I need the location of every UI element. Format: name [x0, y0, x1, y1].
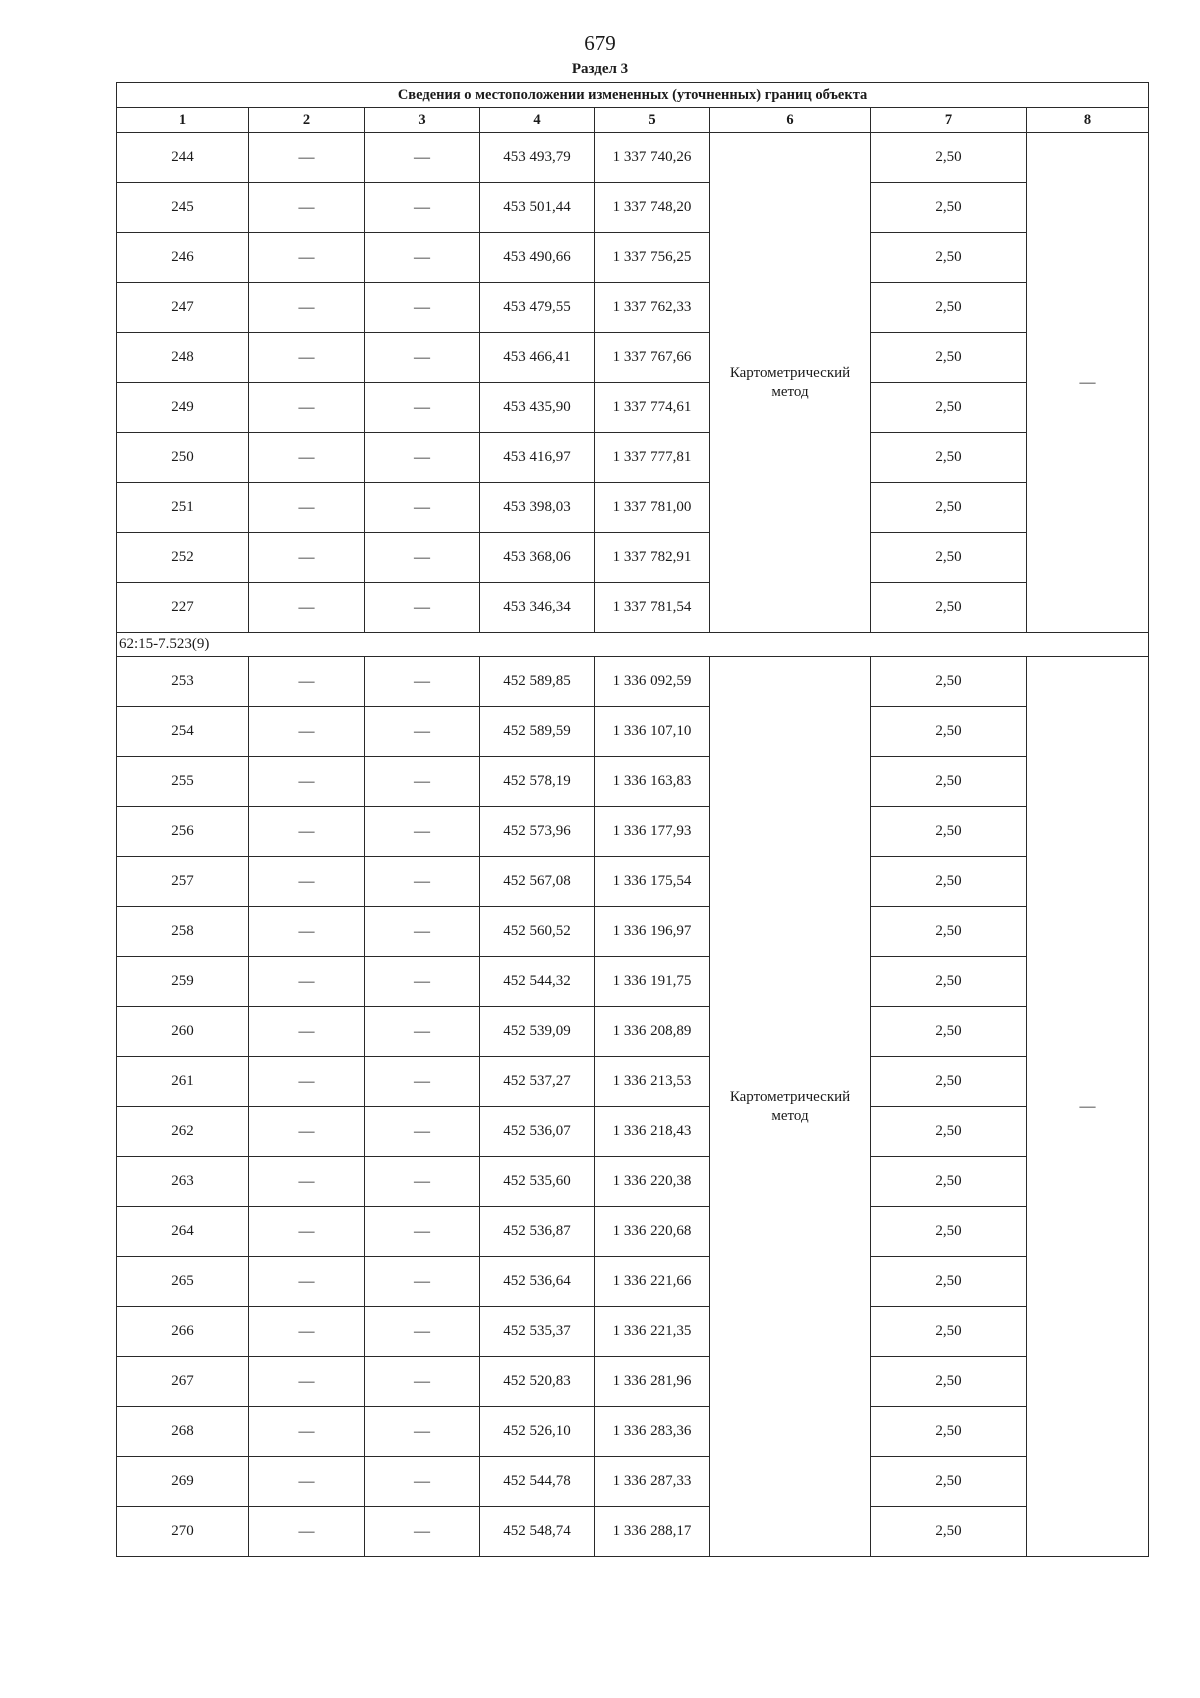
point-number-cell: 250 — [117, 433, 249, 483]
column-3-cell: — — [365, 233, 480, 283]
y-coordinate-cell: 1 337 777,81 — [595, 433, 710, 483]
column-2-cell: — — [249, 433, 365, 483]
y-coordinate-cell: 1 336 163,83 — [595, 757, 710, 807]
x-coordinate-cell: 453 490,66 — [480, 233, 595, 283]
method-cell: Картометрический метод — [710, 657, 871, 1557]
point-number-cell: 263 — [117, 1157, 249, 1207]
accuracy-cell: 2,50 — [871, 657, 1027, 707]
accuracy-cell: 2,50 — [871, 583, 1027, 633]
column-3-cell: — — [365, 857, 480, 907]
column-2-cell: — — [249, 857, 365, 907]
point-number-cell: 270 — [117, 1507, 249, 1557]
accuracy-cell: 2,50 — [871, 333, 1027, 383]
y-coordinate-cell: 1 336 218,43 — [595, 1107, 710, 1157]
accuracy-cell: 2,50 — [871, 1357, 1027, 1407]
y-coordinate-cell: 1 337 748,20 — [595, 183, 710, 233]
column-number-8: 8 — [1027, 108, 1149, 133]
y-coordinate-cell: 1 337 782,91 — [595, 533, 710, 583]
column-2-cell: — — [249, 183, 365, 233]
accuracy-cell: 2,50 — [871, 1107, 1027, 1157]
accuracy-cell: 2,50 — [871, 483, 1027, 533]
column-3-cell: — — [365, 1207, 480, 1257]
point-number-cell: 251 — [117, 483, 249, 533]
table-row — [117, 1107, 1149, 1157]
column-3-cell: — — [365, 807, 480, 857]
column-3-cell: — — [365, 1007, 480, 1057]
x-coordinate-cell: 453 501,44 — [480, 183, 595, 233]
point-number-cell: 268 — [117, 1407, 249, 1457]
accuracy-cell: 2,50 — [871, 857, 1027, 907]
column-3-cell: — — [365, 433, 480, 483]
column-2-cell: — — [249, 333, 365, 383]
y-coordinate-cell: 1 336 175,54 — [595, 857, 710, 907]
column-2-cell: — — [249, 907, 365, 957]
table-row — [117, 283, 1149, 333]
table-row — [117, 1207, 1149, 1257]
column-2-cell: — — [249, 1457, 365, 1507]
x-coordinate-cell: 453 466,41 — [480, 333, 595, 383]
column-2-cell: — — [249, 1357, 365, 1407]
accuracy-cell: 2,50 — [871, 283, 1027, 333]
column-number-2: 2 — [249, 108, 365, 133]
point-number-cell: 248 — [117, 333, 249, 383]
table-row — [117, 657, 1149, 707]
point-number-cell: 253 — [117, 657, 249, 707]
x-coordinate-cell: 453 368,06 — [480, 533, 595, 583]
table-row — [117, 1407, 1149, 1457]
column-2-cell: — — [249, 807, 365, 857]
table-row — [117, 133, 1149, 183]
x-coordinate-cell: 453 416,97 — [480, 433, 595, 483]
accuracy-cell: 2,50 — [871, 1307, 1027, 1357]
x-coordinate-cell: 453 346,34 — [480, 583, 595, 633]
point-number-cell: 266 — [117, 1307, 249, 1357]
column-number-3: 3 — [365, 108, 480, 133]
table-row — [117, 433, 1149, 483]
table-row — [117, 1007, 1149, 1057]
y-coordinate-cell: 1 336 220,38 — [595, 1157, 710, 1207]
x-coordinate-cell: 453 479,55 — [480, 283, 595, 333]
group-label-row — [117, 633, 1149, 657]
table-row — [117, 1357, 1149, 1407]
accuracy-cell: 2,50 — [871, 383, 1027, 433]
column-number-5: 5 — [595, 108, 710, 133]
accuracy-cell: 2,50 — [871, 1007, 1027, 1057]
column-3-cell: — — [365, 1307, 480, 1357]
column-3-cell: — — [365, 1257, 480, 1307]
x-coordinate-cell: 452 520,83 — [480, 1357, 595, 1407]
point-number-cell: 264 — [117, 1207, 249, 1257]
column-2-cell: — — [249, 957, 365, 1007]
point-number-cell: 265 — [117, 1257, 249, 1307]
x-coordinate-cell: 452 544,78 — [480, 1457, 595, 1507]
column-8-cell: — — [1027, 133, 1149, 633]
x-coordinate-cell: 452 589,85 — [480, 657, 595, 707]
point-number-cell: 257 — [117, 857, 249, 907]
y-coordinate-cell: 1 337 756,25 — [595, 233, 710, 283]
column-2-cell: — — [249, 1207, 365, 1257]
y-coordinate-cell: 1 336 220,68 — [595, 1207, 710, 1257]
column-3-cell: — — [365, 1157, 480, 1207]
accuracy-cell: 2,50 — [871, 183, 1027, 233]
x-coordinate-cell: 452 535,37 — [480, 1307, 595, 1357]
point-number-cell: 256 — [117, 807, 249, 857]
y-coordinate-cell: 1 337 781,00 — [595, 483, 710, 533]
y-coordinate-cell: 1 336 221,66 — [595, 1257, 710, 1307]
table-row — [117, 707, 1149, 757]
x-coordinate-cell: 452 548,74 — [480, 1507, 595, 1557]
y-coordinate-cell: 1 336 283,36 — [595, 1407, 710, 1457]
point-number-cell: 258 — [117, 907, 249, 957]
column-3-cell: — — [365, 1457, 480, 1507]
column-2-cell: — — [249, 707, 365, 757]
point-number-cell: 252 — [117, 533, 249, 583]
y-coordinate-cell: 1 337 774,61 — [595, 383, 710, 433]
point-number-cell: 245 — [117, 183, 249, 233]
column-2-cell: — — [249, 1407, 365, 1457]
column-number-7: 7 — [871, 108, 1027, 133]
column-2-cell: — — [249, 1007, 365, 1057]
column-number-4: 4 — [480, 108, 595, 133]
point-number-cell: 227 — [117, 583, 249, 633]
method-cell: Картометрический метод — [710, 133, 871, 633]
y-coordinate-cell: 1 336 196,97 — [595, 907, 710, 957]
point-number-cell: 261 — [117, 1057, 249, 1107]
column-2-cell: — — [249, 1507, 365, 1557]
y-coordinate-cell: 1 337 740,26 — [595, 133, 710, 183]
table-row — [117, 383, 1149, 433]
point-number-cell: 260 — [117, 1007, 249, 1057]
column-2-cell: — — [249, 283, 365, 333]
accuracy-cell: 2,50 — [871, 1457, 1027, 1507]
x-coordinate-cell: 452 578,19 — [480, 757, 595, 807]
y-coordinate-cell: 1 336 287,33 — [595, 1457, 710, 1507]
column-3-cell: — — [365, 657, 480, 707]
table-row — [117, 1307, 1149, 1357]
column-2-cell: — — [249, 1307, 365, 1357]
coordinates-table — [116, 82, 1149, 1557]
y-coordinate-cell: 1 336 281,96 — [595, 1357, 710, 1407]
column-3-cell: — — [365, 583, 480, 633]
table-row — [117, 1257, 1149, 1307]
accuracy-cell: 2,50 — [871, 1407, 1027, 1457]
point-number-cell: 254 — [117, 707, 249, 757]
x-coordinate-cell: 452 539,09 — [480, 1007, 595, 1057]
column-2-cell: — — [249, 233, 365, 283]
column-2-cell: — — [249, 383, 365, 433]
point-number-cell: 247 — [117, 283, 249, 333]
point-number-cell: 267 — [117, 1357, 249, 1407]
table-row — [117, 957, 1149, 1007]
column-3-cell: — — [365, 1057, 480, 1107]
column-3-cell: — — [365, 957, 480, 1007]
column-8-cell: — — [1027, 657, 1149, 1557]
column-3-cell: — — [365, 757, 480, 807]
y-coordinate-cell: 1 336 191,75 — [595, 957, 710, 1007]
table-row — [117, 1057, 1149, 1107]
x-coordinate-cell: 452 536,64 — [480, 1257, 595, 1307]
column-number-1: 1 — [117, 108, 249, 133]
x-coordinate-cell: 452 537,27 — [480, 1057, 595, 1107]
table-row — [117, 1457, 1149, 1507]
column-3-cell: — — [365, 907, 480, 957]
table-body — [117, 133, 1149, 1557]
point-number-cell: 249 — [117, 383, 249, 433]
column-3-cell: — — [365, 707, 480, 757]
x-coordinate-cell: 452 536,07 — [480, 1107, 595, 1157]
accuracy-cell: 2,50 — [871, 1157, 1027, 1207]
column-3-cell: — — [365, 183, 480, 233]
y-coordinate-cell: 1 336 288,17 — [595, 1507, 710, 1557]
x-coordinate-cell: 453 435,90 — [480, 383, 595, 433]
table-row — [117, 583, 1149, 633]
y-coordinate-cell: 1 336 208,89 — [595, 1007, 710, 1057]
column-3-cell: — — [365, 1507, 480, 1557]
y-coordinate-cell: 1 336 221,35 — [595, 1307, 710, 1357]
column-2-cell: — — [249, 1257, 365, 1307]
x-coordinate-cell: 452 535,60 — [480, 1157, 595, 1207]
accuracy-cell: 2,50 — [871, 907, 1027, 957]
column-3-cell: — — [365, 1357, 480, 1407]
column-3-cell: — — [365, 1107, 480, 1157]
column-2-cell: — — [249, 483, 365, 533]
table-row — [117, 183, 1149, 233]
table-row — [117, 333, 1149, 383]
y-coordinate-cell: 1 337 781,54 — [595, 583, 710, 633]
table-row — [117, 907, 1149, 957]
accuracy-cell: 2,50 — [871, 533, 1027, 583]
column-3-cell: — — [365, 483, 480, 533]
column-2-cell: — — [249, 533, 365, 583]
accuracy-cell: 2,50 — [871, 233, 1027, 283]
point-number-cell: 246 — [117, 233, 249, 283]
x-coordinate-cell: 453 493,79 — [480, 133, 595, 183]
accuracy-cell: 2,50 — [871, 1207, 1027, 1257]
x-coordinate-cell: 453 398,03 — [480, 483, 595, 533]
x-coordinate-cell: 452 536,87 — [480, 1207, 595, 1257]
column-3-cell: — — [365, 133, 480, 183]
table-row — [117, 533, 1149, 583]
point-number-cell: 262 — [117, 1107, 249, 1157]
column-3-cell: — — [365, 283, 480, 333]
point-number-cell: 255 — [117, 757, 249, 807]
column-2-cell: — — [249, 133, 365, 183]
accuracy-cell: 2,50 — [871, 1057, 1027, 1107]
accuracy-cell: 2,50 — [871, 433, 1027, 483]
column-number-row — [117, 108, 1149, 133]
section-title: Раздел 3 — [571, 61, 629, 77]
y-coordinate-cell: 1 336 213,53 — [595, 1057, 710, 1107]
column-2-cell: — — [249, 757, 365, 807]
table-row — [117, 807, 1149, 857]
column-3-cell: — — [365, 333, 480, 383]
table-row — [117, 857, 1149, 907]
accuracy-cell: 2,50 — [871, 707, 1027, 757]
column-3-cell: — — [365, 1407, 480, 1457]
x-coordinate-cell: 452 560,52 — [480, 907, 595, 957]
point-number-cell: 244 — [117, 133, 249, 183]
accuracy-cell: 2,50 — [871, 807, 1027, 857]
y-coordinate-cell: 1 336 107,10 — [595, 707, 710, 757]
column-3-cell: — — [365, 533, 480, 583]
point-number-cell: 269 — [117, 1457, 249, 1507]
x-coordinate-cell: 452 526,10 — [480, 1407, 595, 1457]
point-number-cell: 259 — [117, 957, 249, 1007]
column-2-cell: — — [249, 1157, 365, 1207]
y-coordinate-cell: 1 336 092,59 — [595, 657, 710, 707]
column-3-cell: — — [365, 383, 480, 433]
accuracy-cell: 2,50 — [871, 1257, 1027, 1307]
column-number-6: 6 — [710, 108, 871, 133]
table-caption: Сведения о местоположении измененных (уточненных) границ объекта — [117, 83, 1149, 108]
x-coordinate-cell: 452 573,96 — [480, 807, 595, 857]
table-row — [117, 1507, 1149, 1557]
table-row — [117, 483, 1149, 533]
accuracy-cell: 2,50 — [871, 957, 1027, 1007]
x-coordinate-cell: 452 589,59 — [480, 707, 595, 757]
table-row — [117, 233, 1149, 283]
x-coordinate-cell: 452 544,32 — [480, 957, 595, 1007]
y-coordinate-cell: 1 336 177,93 — [595, 807, 710, 857]
page-number: 679 — [584, 31, 616, 55]
table-row — [117, 757, 1149, 807]
accuracy-cell: 2,50 — [871, 1507, 1027, 1557]
accuracy-cell: 2,50 — [871, 757, 1027, 807]
column-2-cell: — — [249, 583, 365, 633]
column-2-cell: — — [249, 1107, 365, 1157]
y-coordinate-cell: 1 337 762,33 — [595, 283, 710, 333]
y-coordinate-cell: 1 337 767,66 — [595, 333, 710, 383]
table-row — [117, 1157, 1149, 1207]
group-label: 62:15-7.523(9) — [117, 633, 1149, 657]
column-2-cell: — — [249, 1057, 365, 1107]
x-coordinate-cell: 452 567,08 — [480, 857, 595, 907]
column-2-cell: — — [249, 657, 365, 707]
accuracy-cell: 2,50 — [871, 133, 1027, 183]
